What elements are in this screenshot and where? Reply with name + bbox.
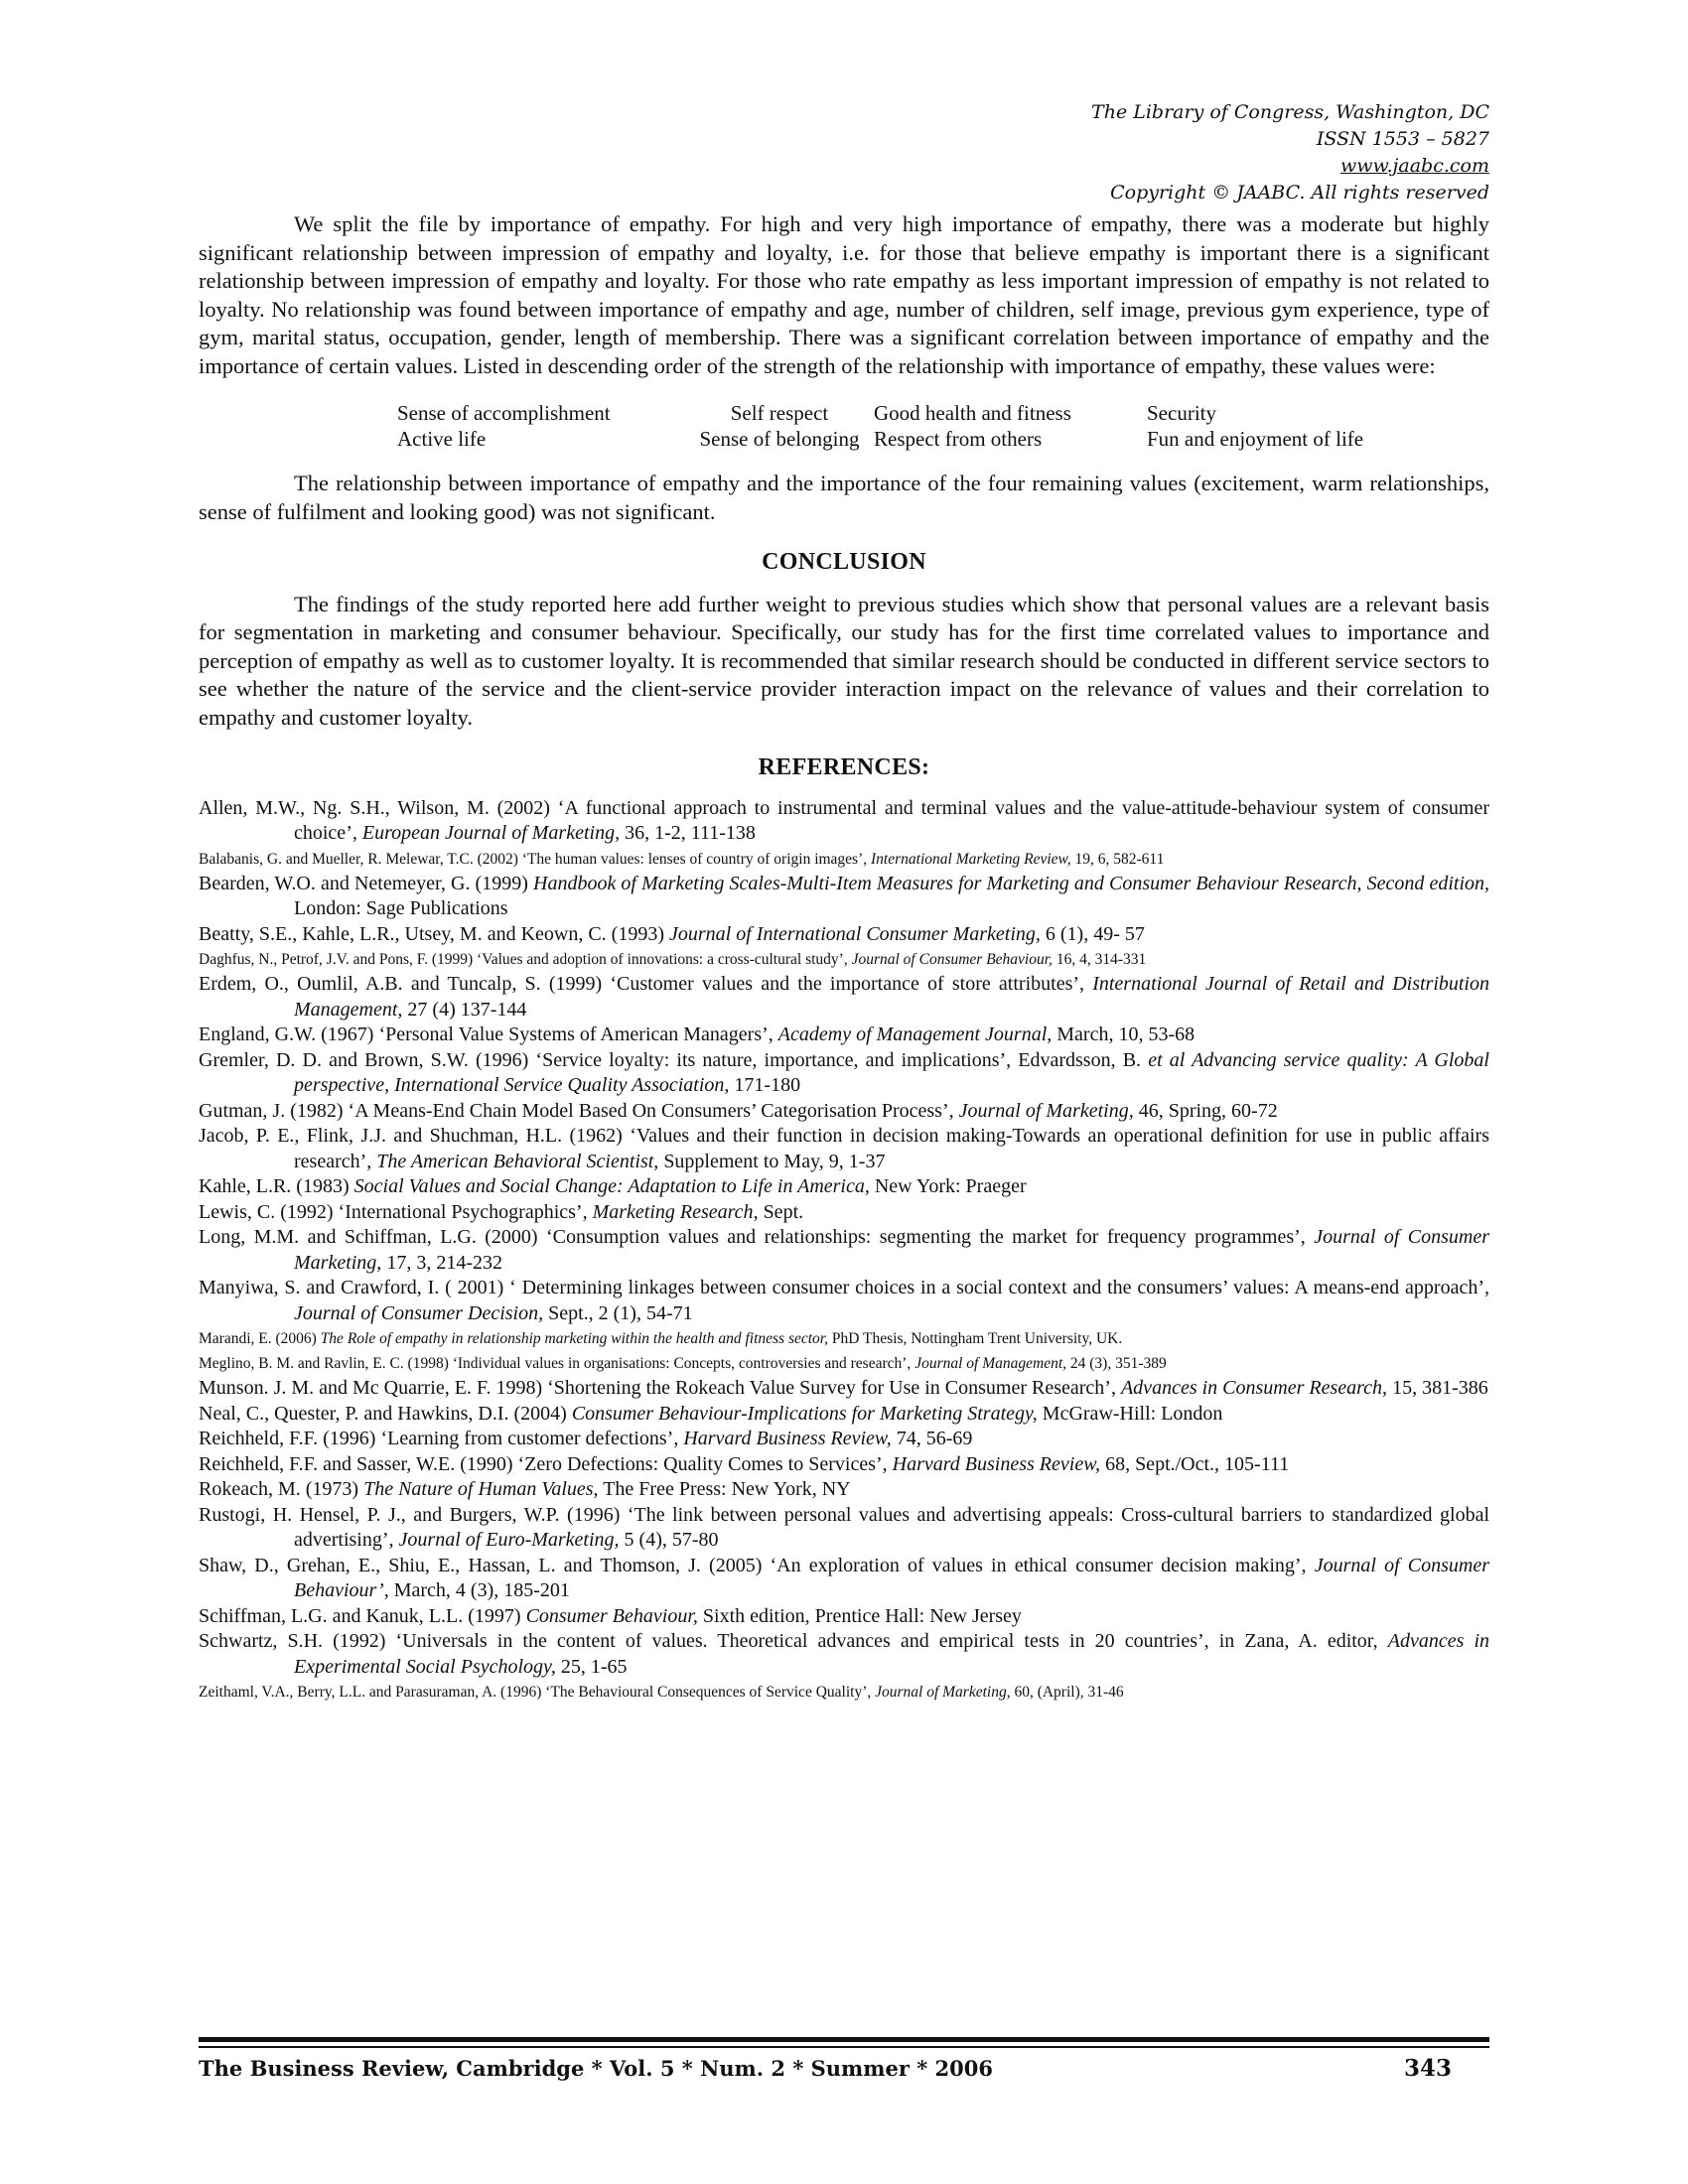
running-footer	[199, 2055, 1452, 2083]
reference-authors-title: Jacob, P. E., Flink, J.J. and Shuchman, H.L. (1962) ‘Values and their function in decision making-Towards an operational definition for use in public affairs research’,	[199, 1125, 1489, 1172]
reference-authors-title: Beatty, S.E., Kahle, L.R., Utsey, M. and Keown, C. (1993)	[199, 922, 670, 945]
reference-details: , Sept.	[753, 1200, 804, 1223]
header-copyright: Copyright © JAABC. All rights reserved	[1110, 182, 1489, 204]
reference-authors-title: Marandi, E. (2006)	[199, 1330, 321, 1347]
reference-source: The Role of empathy in relationship marketing within the health and fitness sector,	[320, 1330, 828, 1347]
reference-item	[199, 1326, 1489, 1351]
value-item: Self respect	[730, 401, 829, 425]
reference-source: Marketing Research	[592, 1200, 754, 1223]
footer-journal-info: The Business Review, Cambridge * Vol. 5 * Num. 2 * Summer * 2006	[199, 2056, 993, 2081]
reference-item	[199, 1604, 1489, 1630]
reference-details: March, 4 (3), 185-201	[388, 1579, 570, 1601]
reference-item	[199, 1351, 1489, 1376]
footer-rule-thick	[199, 2037, 1489, 2042]
reference-authors-title: Gremler, D. D. and Brown, S.W. (1996) ‘Service loyalty: its nature, importance, and implications’, Edvardsson, B.	[199, 1048, 1149, 1071]
reference-item	[199, 947, 1489, 972]
reference-source: Academy of Management Journal	[777, 1024, 1048, 1045]
paragraph-empathy-split: We split the file by importance of empathy. For high and very high importance of empathy, there was a moderate but highly significant relationship between impression of empathy and loyalty, i.e. for those that believe empathy is important there is a significant relationship between impression of empathy and loyalty. For those who rate empathy as less important impression of empathy is not related to loyalty. No relationship was found between importance of empathy and age, number of children, self image, previous gym experience, type of gym, marital status, occupation, gender, length of membership. There was a significant correlation between importance of empathy and the importance of certain values. Listed in descending order of the strength of the relationship with importance of empathy, these values were:	[199, 211, 1489, 378]
header-library: The Library of Congress, Washington, DC	[1091, 101, 1489, 123]
reference-source: Journal of Consumer Marketing,	[294, 1226, 1489, 1274]
value-item: Sense of belonging	[699, 427, 860, 451]
value-item: Sense of accomplishment	[397, 401, 611, 425]
reference-details: PhD Thesis, Nottingham Trent University, UK.	[828, 1330, 1123, 1347]
reference-authors-title: Schwartz, S.H. (1992) ‘Universals in the content of values. Theoretical advances and empirical tests in 20 countries’, in Zana, A. editor,	[199, 1630, 1388, 1652]
reference-source: Journal of Consumer Decision,	[294, 1301, 544, 1324]
reference-source: Harvard Business Review,	[892, 1452, 1101, 1475]
reference-source: The American Behavioral Scientist,	[376, 1150, 659, 1172]
reference-details: 17, 3, 214-232	[381, 1251, 502, 1274]
reference-source: Journal of Euro-Marketing,	[398, 1529, 620, 1551]
reference-item	[199, 922, 1489, 948]
reference-item	[199, 1048, 1489, 1099]
reference-details: 27 (4) 137-144	[402, 998, 527, 1021]
reference-source: Consumer Behaviour,	[525, 1604, 698, 1627]
reference-authors-title: Manyiwa, S. and Crawford, I. ( 2001) ‘ Determining linkages between consumer choices in a social context and the consumers’ values: A means-end approach’,	[199, 1277, 1489, 1298]
reference-authors-title: England, G.W. (1967) ‘Personal Value Systems of American Managers’,	[199, 1024, 778, 1045]
reference-details: The Free Press: New York, NY	[598, 1478, 851, 1500]
reference-details: 19, 6, 582-611	[1070, 850, 1165, 868]
reference-source: The Nature of Human Values,	[363, 1478, 599, 1500]
reference-details: 36, 1-2, 111-138	[620, 822, 756, 844]
reference-item	[199, 1503, 1489, 1554]
reference-details: 171-180	[729, 1074, 801, 1096]
reference-source: Journal of Marketing,	[958, 1099, 1134, 1122]
reference-authors-title: Balabanis, G. and Mueller, R. Melewar, T.C. (2002) ‘The human values: lenses of country of origin images’,	[199, 850, 872, 868]
header-website-link[interactable]: www.jaabc.com	[1339, 155, 1489, 177]
reference-authors-title: Gutman, J. (1982) ‘A Means-End Chain Model Based On Consumers’ Categorisation Process’,	[199, 1099, 959, 1122]
reference-item	[199, 847, 1489, 872]
reference-details: McGraw-Hill: London	[1037, 1402, 1223, 1425]
reference-details: London: Sage Publications	[294, 897, 508, 919]
reference-source: Journal of Consumer Behaviour,	[851, 951, 1053, 968]
reference-details: 60, (April), 31-46	[1010, 1684, 1124, 1701]
value-item: Fun and enjoyment of life	[1147, 427, 1364, 451]
page-number: 343	[1403, 2055, 1452, 2082]
reference-authors-title: Shaw, D., Grehan, E., Shiu, E., Hassan, L. and Thomson, J. (2005) ‘An exploration of values in ethical consumer decision making’,	[199, 1554, 1315, 1576]
reference-authors-title: Reichheld, F.F. and Sasser, W.E. (1990) ‘Zero Defections: Quality Comes to Services’,	[199, 1452, 893, 1475]
reference-source: Handbook of Marketing Scales-Multi-Item Measures for Marketing and Consumer Behaviour Research, Second edition,	[533, 872, 1489, 894]
reference-source: European Journal of Marketing,	[361, 822, 621, 844]
reference-details: 74, 56-69	[891, 1428, 973, 1449]
paragraph-conclusion: The findings of the study reported here add further weight to previous studies which show that personal values are a relevant basis for segmentation in marketing and consumer behaviour. Specifically, our study has for the first time correlated values to importance and perception of empathy as well as to customer loyalty. It is recommended that similar research should be conducted in different service sectors to see whether the nature of the service and the client-service provider interaction impact on the relevance of values and their correlation to empathy and customer loyalty.	[199, 591, 1489, 730]
reference-item	[199, 972, 1489, 1023]
reference-details: , March, 10, 53-68	[1047, 1024, 1196, 1045]
reference-item	[199, 1427, 1489, 1452]
reference-item	[199, 1225, 1489, 1276]
running-header	[1091, 99, 1489, 206]
reference-item	[199, 1376, 1489, 1402]
reference-item	[199, 872, 1489, 922]
reference-item	[199, 1023, 1489, 1048]
reference-authors-title: Munson. J. M. and Mc Quarrie, E. F. 1998) ‘Shortening the Rokeach Value Survey for Use in Consumer Research’,	[199, 1377, 1121, 1399]
reference-authors-title: Kahle, L.R. (1983)	[199, 1175, 354, 1197]
value-item: Active life	[397, 427, 487, 451]
reference-item	[199, 1629, 1489, 1680]
value-item: Good health and fitness	[874, 401, 1071, 425]
reference-details: Supplement to May, 9, 1-37	[658, 1150, 886, 1172]
reference-source: Journal of Management,	[914, 1355, 1067, 1372]
value-item: Respect from others	[874, 427, 1043, 451]
reference-authors-title: Bearden, W.O. and Netemeyer, G. (1999)	[199, 872, 533, 894]
reference-item	[199, 1276, 1489, 1326]
reference-authors-title: Neal, C., Quester, P. and Hawkins, D.I. (2004)	[199, 1402, 572, 1425]
reference-source: Advances in Consumer Research,	[1120, 1377, 1388, 1399]
references-heading: REFERENCES:	[758, 754, 930, 780]
reference-details: 46, Spring, 60-72	[1133, 1099, 1278, 1122]
reference-source: International Journal of Retail and Distribution Management,	[294, 973, 1489, 1021]
reference-source: Journal of Consumer Behaviour’,	[294, 1554, 1490, 1601]
reference-item	[199, 1477, 1489, 1503]
header-issn: ISSN 1553 – 5827	[1316, 128, 1489, 150]
reference-details: 5 (4), 57-80	[619, 1529, 719, 1551]
reference-authors-title: Reichheld, F.F. (1996) ‘Learning from customer defections’,	[199, 1428, 684, 1449]
reference-authors-title: Rokeach, M. (1973)	[199, 1478, 364, 1500]
reference-authors-title: Schiffman, L.G. and Kanuk, L.L. (1997)	[199, 1604, 526, 1627]
reference-authors-title: Long, M.M. and Schiffman, L.G. (2000) ‘Consumption values and relationships: segmenting the market for frequency programmes’,	[199, 1226, 1315, 1248]
reference-item	[199, 1099, 1489, 1125]
reference-item	[199, 796, 1489, 847]
reference-source: International Marketing Review,	[871, 850, 1071, 868]
reference-source: Advances in Experimental Social Psychology,	[294, 1630, 1490, 1678]
reference-authors-title: Meglino, B. M. and Ravlin, E. C. (1998) ‘Individual values in organisations: Concepts, controversies and research’,	[199, 1355, 915, 1372]
reference-details: 68, Sept./Oct., 105-111	[1100, 1452, 1290, 1475]
reference-item	[199, 1402, 1489, 1428]
reference-item	[199, 1452, 1489, 1478]
reference-source: Journal of Marketing,	[875, 1684, 1011, 1701]
reference-details: Sept., 2 (1), 54-71	[543, 1301, 693, 1324]
reference-details: 16, 4, 314-331	[1052, 951, 1147, 968]
reference-details: 15, 381-386	[1387, 1377, 1488, 1399]
reference-item	[199, 1124, 1489, 1174]
reference-authors-title: Lewis, C. (1992) ‘International Psychographics’,	[199, 1200, 593, 1223]
values-list	[397, 400, 1489, 452]
footer-rule-thin	[199, 2046, 1489, 2048]
reference-details: New York: Praeger	[869, 1175, 1027, 1197]
article-body	[199, 210, 1489, 1705]
reference-authors-title: Daghfus, N., Petrof, J.V. and Pons, F. (1999) ‘Values and adoption of innovations: a cross-cultural study’,	[199, 951, 852, 968]
reference-details: 24 (3), 351-389	[1066, 1355, 1167, 1372]
conclusion-heading: CONCLUSION	[762, 549, 926, 575]
reference-authors-title: Rustogi, H. Hensel, P. J., and Burgers, W.P. (1996) ‘The link between personal values and advertising appeals: Cross-cultural barriers to standardized global advertising’,	[199, 1503, 1489, 1551]
value-item: Security	[1147, 401, 1216, 425]
reference-item	[199, 1200, 1489, 1226]
references-list	[199, 796, 1489, 1706]
reference-source: et al Advancing service quality: A Global perspective, International Service Quality Association,	[294, 1048, 1489, 1096]
paragraph-remaining-values: The relationship between importance of empathy and the importance of the four remaining values (excitement, warm relationships, sense of fulfilment and looking good) was not significant.	[199, 471, 1489, 524]
reference-source: Harvard Business Review,	[683, 1428, 892, 1449]
reference-authors-title: Erdem, O., Oumlil, A.B. and Tuncalp, S. (1999) ‘Customer values and the importance of store attributes’,	[199, 973, 1093, 995]
reference-details: 6 (1), 49- 57	[1040, 922, 1145, 945]
reference-details: 25, 1-65	[555, 1655, 628, 1678]
reference-source: Social Values and Social Change: Adaptation to Life in America,	[353, 1175, 870, 1197]
reference-authors-title: Allen, M.W., Ng. S.H., Wilson, M. (2002) ‘A functional approach to instrumental and terminal values and the value-attitude-behaviour system of consumer choice’,	[199, 796, 1489, 844]
reference-item	[199, 1174, 1489, 1200]
reference-authors-title: Zeithaml, V.A., Berry, L.L. and Parasuraman, A. (1996) ‘The Behavioural Consequences of Service Quality’,	[199, 1684, 876, 1701]
reference-details: Sixth edition, Prentice Hall: New Jersey	[697, 1604, 1022, 1627]
reference-item	[199, 1554, 1489, 1604]
reference-item	[199, 1680, 1489, 1705]
reference-source: Consumer Behaviour-Implications for Marketing Strategy,	[571, 1402, 1038, 1425]
reference-source: Journal of International Consumer Marketing,	[669, 922, 1041, 945]
